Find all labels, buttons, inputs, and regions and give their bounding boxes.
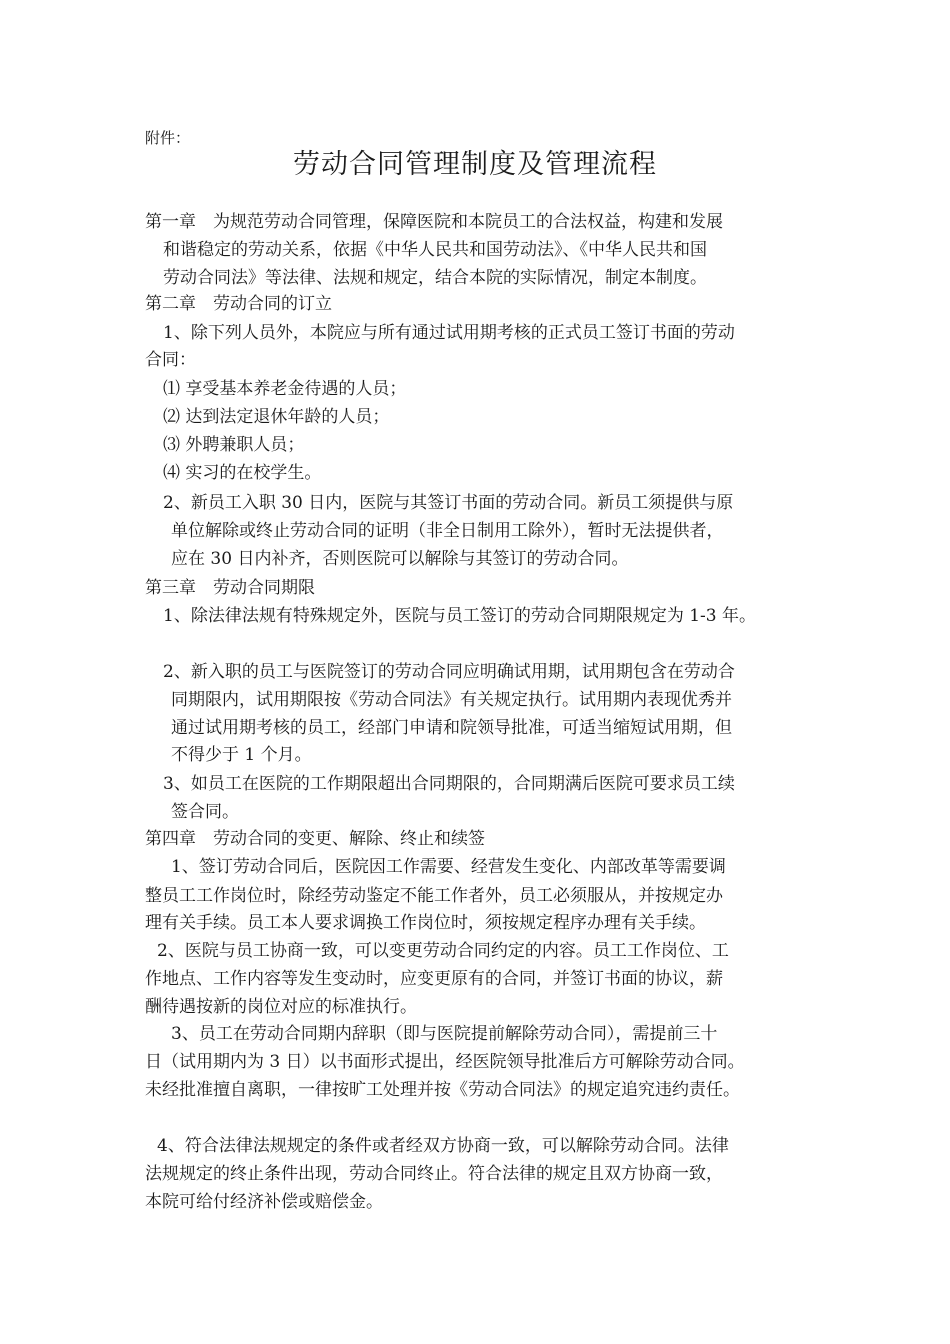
text-line: 2、新员工入职 30 日内，医院与其签订书面的劳动合同。新员工须提供与原 xyxy=(163,493,734,513)
text-line: 不得少于 1 个月。 xyxy=(171,745,312,765)
text-line: 2、新入职的员工与医院签订的劳动合同应明确试用期，试用期包含在劳动合 xyxy=(163,662,735,682)
list-item: ⑴ 享受基本养老金待遇的人员； xyxy=(163,379,407,399)
text-line: 1、签订劳动合同后，医院因工作需要、经营发生变化、内部改革等需要调 xyxy=(171,857,726,877)
text-line: 同期限内，试用期限按《劳动合同法》有关规定执行。试用期内表现优秀并 xyxy=(171,690,732,710)
list-item: ⑷ 实习的在校学生。 xyxy=(163,463,322,483)
list-item: ⑶ 外聘兼职人员； xyxy=(163,435,305,455)
text-line: 酬待遇按新的岗位对应的标准执行。 xyxy=(145,997,417,1017)
text-line: 2、医院与员工协商一致，可以变更劳动合同约定的内容。员工工作岗位、工 xyxy=(157,941,729,961)
text-line: 3、员工在劳动合同期内辞职（即与医院提前解除劳动合同），需提前三十 xyxy=(171,1024,718,1044)
text-line: 和谐稳定的劳动关系，依据《中华人民共和国劳动法》、《中华人民共和国 xyxy=(163,240,707,260)
text-line: 1、除下列人员外，本院应与所有通过试用期考核的正式员工签订书面的劳动 xyxy=(163,323,735,343)
text-line: 应在 30 日内补齐，否则医院可以解除与其签订的劳动合同。 xyxy=(171,549,629,569)
text-line: 作地点、工作内容等发生变动时，应变更原有的合同，并签订书面的协议，薪 xyxy=(145,969,723,989)
text-line: 未经批准擅自离职，一律按旷工处理并按《劳动合同法》的规定追究违约责任。 xyxy=(145,1080,740,1100)
text-line: 3、如员工在医院的工作期限超出合同期限的，合同期满后医院可要求员工续 xyxy=(163,774,735,794)
chapter-4-heading: 第四章 劳动合同的变更、解除、终止和续签 xyxy=(145,829,485,849)
text-line: 1、除法律法规有特殊规定外，医院与员工签订的劳动合同期限规定为 1-3 年。 xyxy=(163,606,756,626)
text-line: 日（试用期内为 3 日）以书面形式提出，经医院领导批准后方可解除劳动合同。 xyxy=(145,1052,745,1072)
text-line: 通过试用期考核的员工，经部门申请和院领导批准，可适当缩短试用期，但 xyxy=(171,718,732,738)
text-line: 单位解除或终止劳动合同的证明（非全日制用工除外），暂时无法提供者， xyxy=(171,521,724,541)
chapter-1-heading: 第一章 为规范劳动合同管理，保障医院和本院员工的合法权益，构建和发展 xyxy=(145,212,723,232)
text-line: 法规规定的终止条件出现，劳动合同终止。符合法律的规定且双方协商一致， xyxy=(145,1164,723,1184)
text-line: 劳动合同法》等法律、法规和规定，结合本院的实际情况，制定本制度。 xyxy=(163,268,707,288)
list-item: ⑵ 达到法定退休年龄的人员； xyxy=(163,407,390,427)
document-title: 劳动合同管理制度及管理流程 xyxy=(293,149,657,180)
text-line: 合同： xyxy=(145,350,196,370)
text-line: 整员工工作岗位时，除经劳动鉴定不能工作者外，员工必须服从，并按规定办 xyxy=(145,886,723,906)
chapter-2-heading: 第二章 劳动合同的订立 xyxy=(145,294,332,314)
attachment-label: 附件： xyxy=(145,129,191,147)
text-line: 本院可给付经济补偿或赔偿金。 xyxy=(145,1192,383,1212)
text-line: 签合同。 xyxy=(171,802,239,822)
text-line: 4、符合法律法规规定的条件或者经双方协商一致，可以解除劳动合同。法律 xyxy=(157,1136,729,1156)
text-line: 理有关手续。员工本人要求调换工作岗位时，须按规定程序办理有关手续。 xyxy=(145,913,706,933)
chapter-3-heading: 第三章 劳动合同期限 xyxy=(145,578,315,598)
